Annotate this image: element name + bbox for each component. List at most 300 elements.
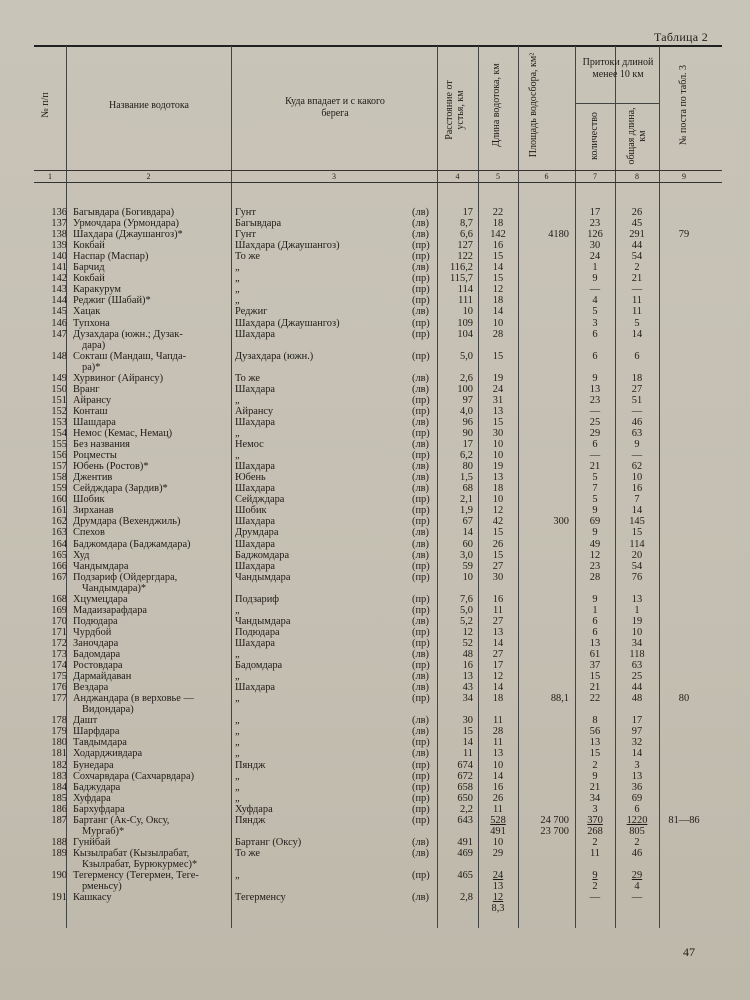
bank-side: (лв) [412,262,430,274]
river-name: Бадомдара [73,649,121,660]
tributary-total-length: 62 [631,461,643,473]
tributary-count: — [589,284,601,296]
bank-side: (пр) [412,284,430,296]
tributary-total-length-alt: 805 [629,825,645,837]
flows-into: Шахдара [235,516,275,528]
distance-from-mouth: 34 [462,693,473,705]
bank-side: (лв) [412,483,430,495]
flows-into: „ [235,737,240,749]
river-name: Кашкасу [73,892,112,904]
flows-into: „ [235,870,240,881]
bank-side: (лв) [412,218,430,230]
flows-into: Шахдара [235,328,275,340]
distance-from-mouth: 491 [457,836,473,848]
distance-from-mouth: 10 [462,306,473,318]
tributary-total-length: 2 [634,262,640,274]
distance-from-mouth: 658 [457,781,473,793]
flows-into: „ [235,295,240,307]
river-length: 14 [492,637,504,649]
tributary-total-length: 14 [631,748,643,760]
table-row [0,649,750,660]
river-name-cont: Видондара) [82,704,134,716]
bank-side: (пр) [412,240,430,252]
flows-into: Чандымдара [235,571,291,583]
bank-side: (лв) [412,715,430,727]
bank-side: (пр) [412,516,430,528]
table-row [0,351,750,362]
distance-from-mouth: 114 [457,284,473,296]
river-name: Кокбай [73,240,105,252]
flows-into: Дузахдара (южн.) [235,350,314,362]
table-row [0,516,750,527]
river-name: Баджудара [73,781,121,793]
tributary-total-length: 1220 [626,814,648,826]
river-length: 28 [492,328,504,340]
table-row [0,804,750,815]
tributary-count: 9 [592,527,598,539]
flows-into: „ [235,284,240,296]
distance-from-mouth: 30 [462,715,473,727]
river-name: Наспар (Маспар) [73,251,149,263]
tributary-count: 21 [589,781,601,793]
river-name: Реджиг (Шабай)* [73,295,151,307]
river-name: Спехов [73,527,105,539]
row-number: 168 [51,593,67,605]
page-number: 47 [683,945,695,959]
river-name: Подюдара [73,615,118,627]
table-row [0,483,750,494]
bank-side: (пр) [412,251,430,263]
tributary-count: 21 [589,461,601,473]
tributary-total-length: 97 [631,726,643,738]
table-row [0,450,750,461]
river-length: 19 [492,372,504,384]
tributary-count: 23 [589,394,601,406]
row-number: 149 [51,372,67,384]
distance-from-mouth: 10 [462,571,473,583]
tributary-count: 12 [589,549,601,561]
table-row [0,329,750,340]
distance-from-mouth: 13 [462,671,473,683]
row-number: 164 [51,538,67,550]
bank-side: (лв) [412,383,430,395]
distance-from-mouth: 111 [458,295,473,307]
tributary-count: 30 [589,240,601,252]
row-number: 182 [51,759,67,771]
row-number: 180 [51,737,67,749]
river-name: Дузахдара (южн.; Дузак- [73,328,183,340]
river-length: 16 [492,240,504,252]
river-length: 11 [492,604,503,616]
table-row [0,306,750,317]
basin-area: 300 [553,516,569,528]
table-row [0,815,750,826]
distance-from-mouth: 15 [462,726,473,738]
distance-from-mouth: 16 [462,660,473,672]
bank-side: (пр) [412,759,430,771]
river-length: 31 [492,394,504,406]
river-length-alt: 491 [490,825,506,837]
flows-into: Шахдара [235,461,275,473]
tributary-count: 6 [592,626,598,638]
header-num: № п/п [40,92,51,118]
flows-into: „ [235,792,240,804]
distance-from-mouth: 68 [462,483,473,495]
river-length: 19 [492,461,504,473]
row-number: 153 [51,416,67,428]
river-length: 13 [492,472,504,484]
tributary-count: 9 [592,273,598,285]
tributary-total-length: 7 [634,494,640,506]
distance-from-mouth: 115,7 [450,273,473,285]
distance-from-mouth: 1,5 [460,472,473,484]
tributary-total-length: 51 [631,394,643,406]
bank-side: (пр) [412,770,430,782]
bank-side: (пр) [412,626,430,638]
colnum: 8 [635,172,639,181]
table-row-continuation [0,583,750,594]
tributary-count-alt: 2 [592,881,598,893]
row-number: 173 [51,649,67,660]
row-number: 142 [51,273,67,285]
tributary-total-length: 32 [631,737,643,749]
flows-into: Хуфдара [235,803,273,815]
tributary-total-length: — [631,450,643,462]
river-length: 15 [492,416,504,428]
river-length: 13 [492,626,504,638]
row-number: 156 [51,450,67,462]
river-name: Джентив [73,472,113,484]
flows-into: „ [235,715,240,727]
tributary-total-length: 11 [631,295,642,307]
table-row [0,207,750,218]
tributary-total-length: 44 [631,240,643,252]
table-row [0,771,750,782]
tributary-total-length: 11 [631,306,642,318]
tributary-total-length: 5 [634,317,640,329]
flows-into: Тегерменсу [235,892,286,904]
bank-side: (пр) [412,637,430,649]
header-rule [34,170,722,171]
river-name: Гунйбай [73,836,111,848]
river-length: 15 [492,273,504,285]
river-name: Хуфдара [73,792,111,804]
bank-side: (лв) [412,372,430,384]
tributary-total-length: 3 [634,759,640,771]
flows-into: „ [235,394,240,406]
tributary-count: 34 [589,792,601,804]
river-name-cont: дара) [82,339,106,351]
tributary-count: 1 [592,262,598,274]
flows-into: Баджомдара [235,549,290,561]
distance-from-mouth: 5,2 [460,615,473,627]
bank-side: (лв) [412,527,430,539]
basin-area: 24 700 [540,814,569,826]
row-number: 178 [51,715,67,727]
table-row [0,428,750,439]
river-length: 18 [492,693,504,705]
tributary-count: 6 [592,615,598,627]
tributary-total-length: 63 [631,660,643,672]
distance-from-mouth: 80 [462,461,473,473]
river-name: Вранг [73,383,100,395]
tributary-total-length: 44 [631,682,643,694]
bank-side: (лв) [412,472,430,484]
bank-side: (лв) [412,748,430,760]
tributary-count: — [589,450,601,462]
flows-into: Шахдара (Джаушангоз) [235,317,340,329]
row-number: 165 [51,549,67,561]
river-name: Конташ [73,405,108,417]
table-row [0,284,750,295]
flows-into: Шахдара [235,637,275,649]
distance-from-mouth: 11 [462,748,473,760]
flows-into: Пяндж [235,814,266,826]
distance-from-mouth: 6,2 [460,450,473,462]
river-length: 14 [492,682,504,694]
tributary-total-length: 6 [634,350,640,362]
row-number: 171 [51,626,67,638]
flows-into: „ [235,428,240,439]
river-length: 42 [492,516,504,528]
table-row-continuation [0,881,750,892]
flows-into: Подзариф [235,593,280,605]
river-name: Дашт [73,715,98,727]
river-length-alt: 8,3 [491,903,505,915]
river-length: 14 [492,262,504,274]
distance-from-mouth: 109 [457,317,473,329]
flows-into: Айрансу [235,405,274,417]
bank-side: (пр) [412,350,430,362]
table-row [0,594,750,605]
flows-into: Друмдара [235,527,279,539]
flows-into: „ [235,273,240,285]
colnum: 7 [593,172,597,181]
bank-side: (лв) [412,892,430,904]
tributary-count: 5 [592,306,598,318]
river-name: Роцместы [73,450,117,462]
row-number: 137 [51,218,67,230]
bank-side: (пр) [412,494,430,506]
bank-side: (лв) [412,229,430,241]
river-length: 26 [492,538,504,550]
river-length: 11 [492,803,503,815]
table-row [0,748,750,759]
distance-from-mouth: 8,7 [460,218,473,230]
river-name: Вездара [73,682,109,694]
tributary-total-length: 46 [631,847,643,859]
river-name: Баджомдара (Баджамдара) [73,538,191,550]
table-row [0,848,750,859]
distance-from-mouth: 127 [457,240,473,252]
river-name-cont: Чандымдара)* [82,582,147,594]
row-number: 176 [51,682,67,694]
row-number: 181 [51,748,67,760]
flows-into: Шахдара [235,383,275,395]
tributary-total-length: 27 [631,383,643,395]
river-name: Урмочдара (Урмондара) [73,218,179,230]
row-number: 141 [51,262,67,274]
bank-side: (пр) [412,505,430,517]
tributary-count: 5 [592,472,598,484]
tributary-count: 6 [592,350,598,362]
tributary-total-length: 17 [631,715,643,727]
row-number: 151 [51,394,67,406]
bank-side: (лв) [412,682,430,694]
header-post: № поста по табл. 3 [678,64,689,146]
row-number: 160 [51,494,67,506]
river-name: Сейдждара (Зардив)* [73,483,168,495]
river-length: 27 [492,560,504,572]
tributary-total-length: 26 [631,207,643,218]
river-length: 15 [492,350,504,362]
distance-from-mouth: 122 [457,251,473,263]
table-row [0,273,750,284]
tributary-count: 22 [589,693,601,705]
row-number: 167 [51,571,67,583]
row-number: 138 [51,229,67,241]
river-name: Дармайдаван [73,671,132,683]
river-length: 24 [492,383,504,395]
tributary-count: 2 [592,836,598,848]
row-number: 169 [51,604,67,616]
tributary-count: 7 [592,483,598,495]
row-number: 172 [51,637,67,649]
river-name: Кызылрабат (Кызылрабат, [73,847,190,859]
river-name: Сохчарвдара (Сахчарвдара) [73,770,195,782]
table-row [0,251,750,262]
tributary-count: — [589,405,601,417]
river-name: Хурвиног (Айрансу) [73,372,164,384]
river-length: 11 [492,737,503,749]
flows-into: Шахдара (Джаушангоз) [235,240,340,252]
distance-from-mouth: 43 [462,682,473,694]
distance-from-mouth: 100 [457,383,473,395]
tributary-total-length: 1 [634,604,640,616]
tributary-count: 3 [592,803,598,815]
distance-from-mouth: 116,2 [450,262,473,274]
flows-into: Бартанг (Оксу) [235,836,302,848]
flows-into: „ [235,671,240,683]
river-length: 16 [492,781,504,793]
tributary-count: 17 [589,207,601,218]
river-name: Шахдара (Джаушангоз)* [73,229,183,241]
table-row [0,782,750,793]
tributary-total-length: 25 [631,671,643,683]
flows-into: Сейдждара [235,494,285,506]
tributary-total-length: 291 [629,229,645,241]
flows-into: Шобик [235,505,267,517]
river-name: Ходардживдара [73,748,143,760]
tributary-total-length: — [631,284,643,296]
bank-side: (лв) [412,306,430,318]
table-row [0,472,750,483]
column-number-rule [34,182,722,183]
river-name: Бунедара [73,759,114,771]
basin-area: 88,1 [550,693,569,705]
river-length: 27 [492,649,504,660]
river-length: 14 [492,770,504,782]
river-length: 10 [492,494,504,506]
tributary-total-length: 48 [631,693,643,705]
basin-area-alt: 23 700 [540,825,569,837]
river-name-cont: Кзылрабат, Бурюкурмес)* [82,858,198,870]
river-length: 14 [492,306,504,318]
tributary-count: — [589,892,601,904]
river-name: Тегерменсу (Тегермен, Теге- [73,870,199,881]
distance-from-mouth: 14 [462,527,473,539]
distance-from-mouth: 97 [462,394,473,406]
distance-from-mouth: 14 [462,737,473,749]
river-length: 15 [492,527,504,539]
bank-side: (пр) [412,295,430,307]
table-row [0,693,750,704]
tributary-total-length: 21 [631,273,643,285]
river-length: 30 [492,428,504,439]
header-tributaries: Притоки длиной менее 10 км [582,57,654,80]
header-area: Площадь водосбора, км² [528,52,539,158]
tributary-count: 9 [592,770,598,782]
header-len: Длина водотока, км [491,63,502,147]
river-name: Ростовдара [73,660,123,672]
bank-side: (лв) [412,726,430,738]
row-number: 157 [51,461,67,473]
river-name: Заночдара [73,637,119,649]
flows-into: Подюдара [235,626,280,638]
river-length: 30 [492,571,504,583]
tributary-count: 13 [589,383,601,395]
table-row [0,384,750,395]
tributary-count: 49 [589,538,601,550]
tributary-count: 4 [592,295,598,307]
river-name: Хацак [73,306,101,318]
tributary-count: 9 [592,505,598,517]
river-length: 28 [492,726,504,738]
table-row [0,572,750,583]
table-row [0,671,750,682]
tributary-total-length: 34 [631,637,643,649]
bank-side: (лв) [412,615,430,627]
row-number: 158 [51,472,67,484]
table-row [0,461,750,472]
flows-into: Немос [235,439,264,451]
row-number: 189 [51,847,67,859]
row-number: 174 [51,660,67,672]
distance-from-mouth: 12 [462,626,473,638]
bank-side: (лв) [412,439,430,451]
table-row [0,638,750,649]
river-name: Айрансу [73,394,112,406]
subheader-rule [575,103,659,104]
table-row [0,373,750,384]
bank-side: (лв) [412,461,430,473]
flows-into: То же [235,372,261,384]
flows-into: Шахдара [235,483,275,495]
table-row [0,240,750,251]
row-number: 155 [51,439,67,451]
tributary-total-length: 14 [631,328,643,340]
river-length: 10 [492,836,504,848]
distance-from-mouth: 4,0 [460,405,473,417]
row-number: 145 [51,306,67,318]
table-row [0,561,750,572]
table-row [0,837,750,848]
river-length: 27 [492,615,504,627]
row-number: 159 [51,483,67,495]
row-number: 190 [51,870,67,881]
table-row-continuation [0,704,750,715]
table-row [0,527,750,538]
